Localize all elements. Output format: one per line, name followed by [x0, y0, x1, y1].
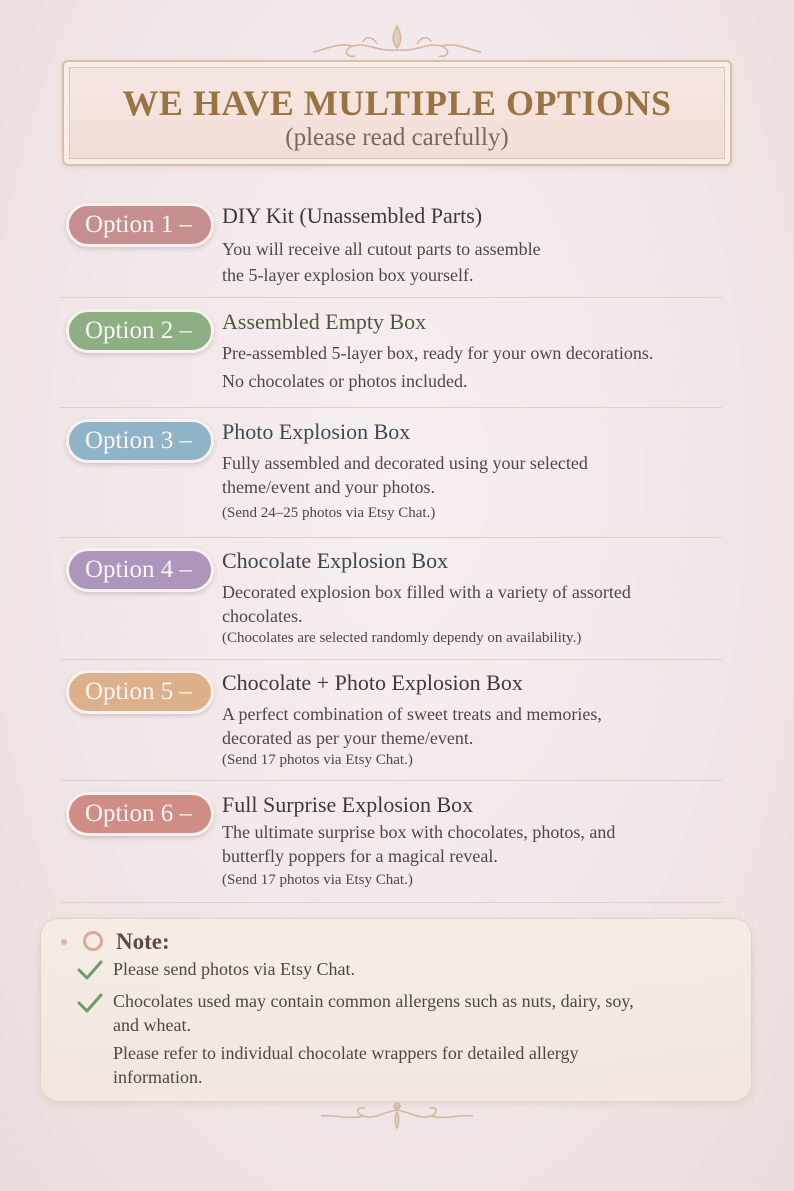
option-2-badge: Option 2 – [66, 309, 214, 353]
note-title: Note: [116, 929, 170, 954]
checkmark-icon [77, 992, 103, 1014]
option-5-title: Chocolate + Photo Explosion Box [222, 670, 523, 695]
note-item-allergens-line-1: Chocolates used may contain common allergens such as nuts, dairy, soy, [113, 991, 634, 1011]
option-5-photo-note: (Send 17 photos via Etsy Chat.) [222, 752, 413, 768]
option-4 [60, 548, 722, 660]
option-4-desc-line-2: chocolates. [222, 606, 303, 626]
option-3-desc-line-1: Fully assembled and decorated using your selected [222, 453, 588, 473]
page-subtitle: (please read carefully) [285, 124, 509, 151]
option-5 [60, 670, 722, 781]
option-6-title: Full Surprise Explosion Box [222, 792, 474, 817]
option-2-desc-line-1: Pre-assembled 5-layer box, ready for your own decorations. [222, 343, 654, 363]
option-3-desc-line-2: theme/event and your photos. [222, 477, 435, 497]
option-3 [60, 419, 722, 538]
page-title: WE HAVE MULTIPLE OPTIONS [122, 83, 672, 123]
option-4-title: Chocolate Explosion Box [222, 548, 449, 573]
option-5-badge: Option 5 – [66, 670, 214, 714]
note-item-wrappers-line-2: information. [113, 1067, 203, 1087]
option-3-badge: Option 3 – [66, 419, 214, 463]
flourish-ornament-icon [307, 22, 487, 62]
option-1-badge: Option 1 – [66, 203, 214, 247]
flourish-ornament-icon [317, 1098, 477, 1134]
option-3-title: Photo Explosion Box [222, 419, 411, 444]
option-5-desc-line-1: A perfect combination of sweet treats and memories, [222, 704, 602, 724]
option-3-photo-note: (Send 24–25 photos via Etsy Chat.) [222, 505, 436, 521]
option-5-desc-line-2: decorated as per your theme/event. [222, 728, 474, 748]
option-4-badge: Option 4 – [66, 548, 214, 592]
option-1-title: DIY Kit (Unassembled Parts) [222, 203, 483, 228]
ring-bullet-icon [83, 931, 103, 951]
option-6-badge: Option 6 – [66, 792, 214, 836]
option-1 [60, 203, 722, 298]
option-4-desc-line-1: Decorated explosion box filled with a variety of assorted [222, 582, 631, 602]
option-6-photo-note: (Send 17 photos via Etsy Chat.) [222, 872, 413, 888]
option-6 [60, 792, 722, 903]
note-box [40, 918, 752, 1102]
header-banner [62, 60, 732, 166]
option-2-title: Assembled Empty Box [222, 309, 427, 334]
option-6-desc-line-1: The ultimate surprise box with chocolates, photos, and [222, 822, 616, 842]
checkmark-icon [77, 959, 103, 981]
option-4-availability-note: (Chocolates are selected randomly dependy on availability.) [222, 630, 582, 646]
note-item-photos: Please send photos via Etsy Chat. [113, 959, 355, 979]
option-6-desc-line-2: butterfly poppers for a magical reveal. [222, 846, 498, 866]
bullet-dot-icon [61, 939, 67, 945]
note-item-wrappers-line-1: Please refer to individual chocolate wrappers for detailed allergy [113, 1043, 579, 1063]
option-1-desc-line-1: You will receive all cutout parts to assemble [222, 239, 541, 259]
option-2-desc-line-2: No chocolates or photos included. [222, 371, 468, 391]
note-item-allergens-line-2: and wheat. [113, 1015, 191, 1035]
option-1-desc-line-2: the 5-layer explosion box yourself. [222, 265, 474, 285]
option-2 [60, 309, 722, 408]
